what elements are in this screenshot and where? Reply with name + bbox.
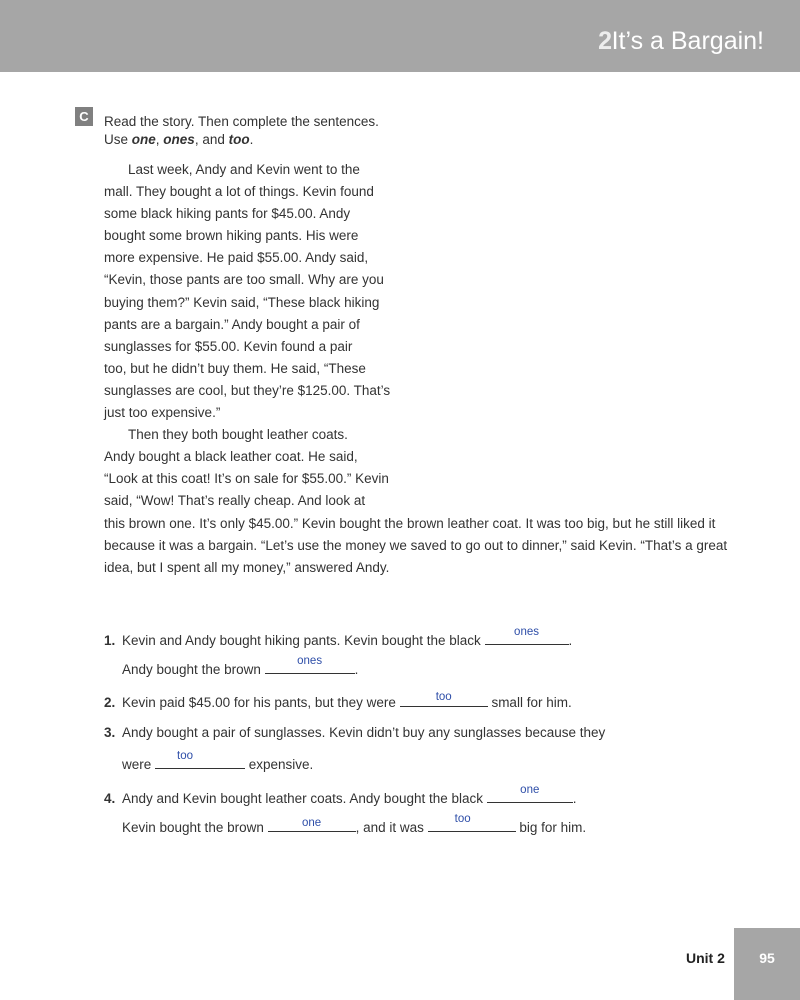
story-line: “Look at this coat! It’s on sale for $55.00.” Kevin xyxy=(104,471,389,487)
question-text: . xyxy=(568,633,573,648)
unit-title: It’s a Bargain! xyxy=(611,27,764,55)
story-line: pants are a bargain.” Andy bought a pair of xyxy=(104,316,360,332)
story-line: because it was a bargain. “Let’s use the money we saved to go out to dinner,” said Kevin. “That’s a great xyxy=(104,537,728,553)
question-number: 3. xyxy=(104,725,116,740)
instruction-use: Use xyxy=(104,132,132,147)
question-text: big for him. xyxy=(515,820,587,835)
story-line: sunglasses for $55.00. Kevin found a pair xyxy=(104,338,353,354)
instruction-period: . xyxy=(249,132,254,147)
question-text: small for him. xyxy=(487,695,572,710)
question-number: 2. xyxy=(104,695,116,710)
answer-blank[interactable] xyxy=(487,784,573,803)
story-line: some black hiking pants for $45.00. Andy xyxy=(104,206,351,222)
question-text: Andy bought a pair of sunglasses. Kevin didn’t buy any sunglasses because they xyxy=(122,725,606,740)
question-text: expensive. xyxy=(245,757,314,772)
story-line: buying them?” Kevin said, “These black hiking xyxy=(104,294,380,310)
question-3 xyxy=(104,724,605,742)
instruction-line-1: Read the story. Then complete the sentences. xyxy=(104,114,379,129)
answer-blank[interactable] xyxy=(268,816,356,832)
section-badge: C xyxy=(75,107,93,126)
story-line: too, but he didn’t buy them. He said, “These xyxy=(104,360,366,376)
question-text: Andy and Kevin bought leather coats. Andy bought the black xyxy=(122,791,487,806)
answer-blank[interactable] xyxy=(155,750,245,769)
question-4-line-2 xyxy=(122,813,587,837)
story-line: Andy bought a black leather coat. He said, xyxy=(104,449,358,465)
story-line: mall. They bought a lot of things. Kevin found xyxy=(104,184,374,200)
question-text: . xyxy=(354,662,359,677)
question-1-line-2 xyxy=(122,655,359,679)
story-line: sunglasses are cool, but they’re $125.00. That’s xyxy=(104,382,391,398)
question-2 xyxy=(104,691,572,712)
page-number-box xyxy=(734,928,800,1000)
answer-text: ones xyxy=(297,655,323,667)
question-text: Kevin paid $45.00 for his pants, but they were xyxy=(122,695,400,710)
story-line: Then they both bought leather coats. xyxy=(128,427,348,443)
story-line: Last week, Andy and Kevin went to the xyxy=(128,162,360,177)
question-text: Andy bought the brown xyxy=(122,662,265,677)
question-text: Kevin bought the brown xyxy=(122,820,268,835)
keyword-ones: ones xyxy=(163,132,195,147)
question-number: 1. xyxy=(104,633,116,648)
page-header xyxy=(0,0,800,72)
instruction-sep: , xyxy=(155,132,164,147)
answer-text: too xyxy=(454,813,471,825)
instruction-line-2 xyxy=(104,131,379,149)
answer-blank[interactable] xyxy=(485,626,569,645)
unit-number: 2 xyxy=(598,27,612,55)
question-1 xyxy=(104,626,573,650)
answer-text: too xyxy=(435,691,452,703)
answer-blank[interactable] xyxy=(428,813,516,832)
story-text xyxy=(104,159,727,579)
question-3-line-2 xyxy=(122,750,314,774)
instructions xyxy=(104,113,379,149)
question-text: , and it was xyxy=(355,820,428,835)
answer-text: ones xyxy=(514,626,539,638)
story-line: idea, but I spent all my money,” answered Andy. xyxy=(104,559,390,575)
keyword-too: too xyxy=(228,132,250,147)
answer-blank[interactable] xyxy=(400,691,488,707)
question-text: Kevin and Andy bought hiking pants. Kevin bought the black xyxy=(122,633,485,648)
answer-blank[interactable] xyxy=(265,655,355,674)
answer-text: one xyxy=(520,784,540,796)
question-number: 4. xyxy=(104,791,116,806)
instruction-sep: , and xyxy=(194,132,229,147)
story-line: said, “Wow! That’s really cheap. And look at xyxy=(104,493,366,509)
question-text: . xyxy=(572,791,577,806)
answer-text: too xyxy=(177,750,194,762)
story-line: just too expensive.” xyxy=(104,405,221,421)
story-line: “Kevin, those pants are too small. Why are you xyxy=(104,272,384,288)
story-line: this brown one. It’s only $45.00.” Kevin bought the brown leather coat. It was too big, but he still liked it xyxy=(104,515,716,531)
question-text: were xyxy=(122,757,156,772)
question-4 xyxy=(104,784,577,808)
footer-unit-label: Unit 2 xyxy=(686,950,725,966)
story-line: more expensive. He paid $55.00. Andy said, xyxy=(104,250,369,266)
keyword-one: one xyxy=(131,132,156,147)
page-number: 95 xyxy=(759,950,775,966)
answer-text: one xyxy=(302,817,322,829)
story-line: bought some brown hiking pants. His were xyxy=(104,228,359,244)
